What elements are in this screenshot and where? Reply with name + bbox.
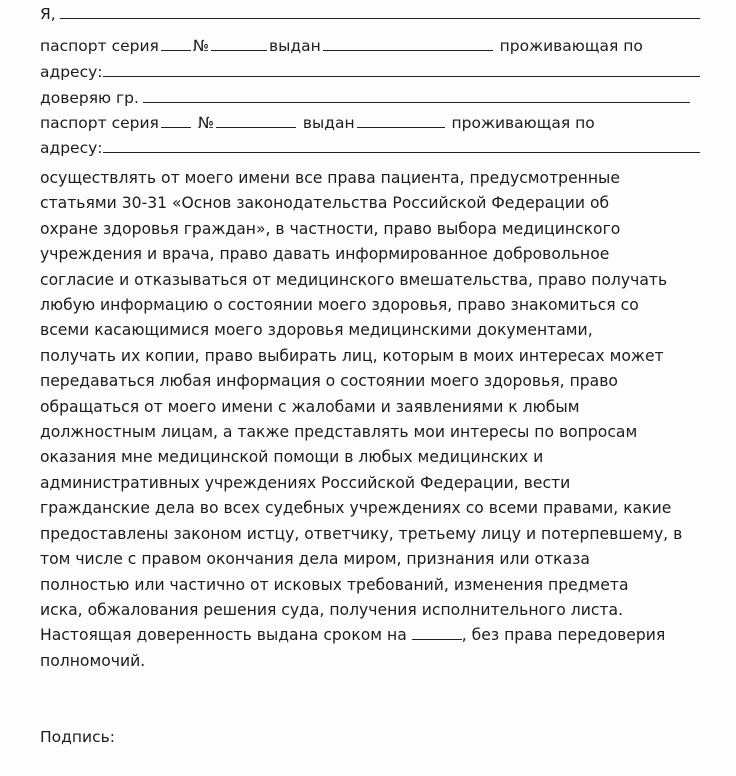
ya-label: Я,: [40, 5, 56, 23]
body-line: том числе с правом окончания дела миром, признания или отказа: [40, 550, 590, 569]
body-line: охране здоровья граждан», в частности, право выбора медицинского: [40, 219, 621, 238]
body-line: оказания мне медицинской помощи в любых медицинских и: [40, 448, 544, 467]
passport-series-label: паспорт серия: [40, 37, 159, 55]
address-label-2: адресу:: [40, 139, 103, 157]
term-before-text: Настоящая доверенность выдана сроком на: [40, 626, 407, 645]
residing-label: проживающая по: [499, 37, 643, 55]
trustee-address-field[interactable]: [103, 138, 700, 153]
trustee-address-row: [40, 138, 700, 158]
passport-number-label-2: №: [197, 114, 214, 132]
address-label: адресу:: [40, 63, 103, 81]
principal-passport-row: [40, 36, 643, 56]
body-line: учреждения и врача, право давать информированное добровольное: [40, 245, 610, 264]
passport-issued-label-2: выдан: [302, 114, 355, 132]
body-line: осуществлять от моего имени все права пациента, предусмотренные: [40, 169, 620, 187]
body-line: иска, обжалования решения суда, получения исполнительного листа.: [40, 600, 624, 619]
body-line: должностным лицам, а также представлять мои интересы по вопросам: [40, 423, 638, 442]
body-line: предоставлены законом истцу, ответчику, третьему лицу и потерпевшему, в: [40, 524, 683, 543]
power-of-attorney-body: [40, 166, 708, 674]
trust-label: доверяю гр.: [40, 89, 139, 107]
passport-issued-field-2[interactable]: [357, 113, 445, 128]
passport-issued-label: выдан: [269, 37, 321, 55]
body-line: полностью или частично от исковых требований, изменения предмета: [40, 575, 629, 594]
body-line: обращаться от моего имени с жалобами и заявлениями к любым: [40, 397, 580, 416]
trustee-passport-row: [40, 113, 595, 133]
term-after-text: , без права передоверия: [461, 626, 666, 645]
principal-address-row: [40, 62, 700, 82]
term-field[interactable]: [412, 625, 462, 640]
trustee-name-row: [40, 88, 690, 108]
trustee-name-field[interactable]: [143, 88, 690, 103]
body-line: получать их копии, право выбирать лиц, которым в моих интересах может: [40, 346, 664, 365]
body-line: статьями 30-31 «Основ законодательства Российской Федерации об: [40, 194, 610, 213]
passport-series-label-2: паспорт серия: [40, 114, 159, 132]
body-line: любую информацию о состоянии моего здоровья, право знакомиться со: [40, 296, 639, 315]
passport-issued-field[interactable]: [323, 36, 493, 51]
residing-label-2: проживающая по: [451, 114, 595, 132]
body-line: административных учреждениях Российской Федерации, вести: [40, 473, 571, 492]
body-line: согласие и отказываться от медицинского вмешательства, право получать: [40, 270, 668, 289]
term-line: [40, 623, 708, 648]
principal-name-field[interactable]: [60, 4, 700, 19]
body-last-line: полномочий.: [40, 651, 146, 670]
passport-number-field-2[interactable]: [216, 113, 296, 128]
passport-series-field[interactable]: [161, 36, 191, 51]
passport-number-field[interactable]: [211, 36, 267, 51]
signature-label: Подпись:: [40, 728, 115, 746]
body-line: гражданские дела во всех судебных учреждениях со всеми правами, какие: [40, 499, 672, 518]
passport-series-field-2[interactable]: [161, 113, 191, 128]
body-line: всеми касающимися моего здоровья медицинскими документами,: [40, 321, 593, 340]
passport-number-label: №: [192, 37, 209, 55]
principal-name-row: [40, 4, 700, 24]
principal-address-field[interactable]: [103, 62, 700, 77]
body-line: передаваться любая информация о состоянии моего здоровья, право: [40, 372, 618, 391]
